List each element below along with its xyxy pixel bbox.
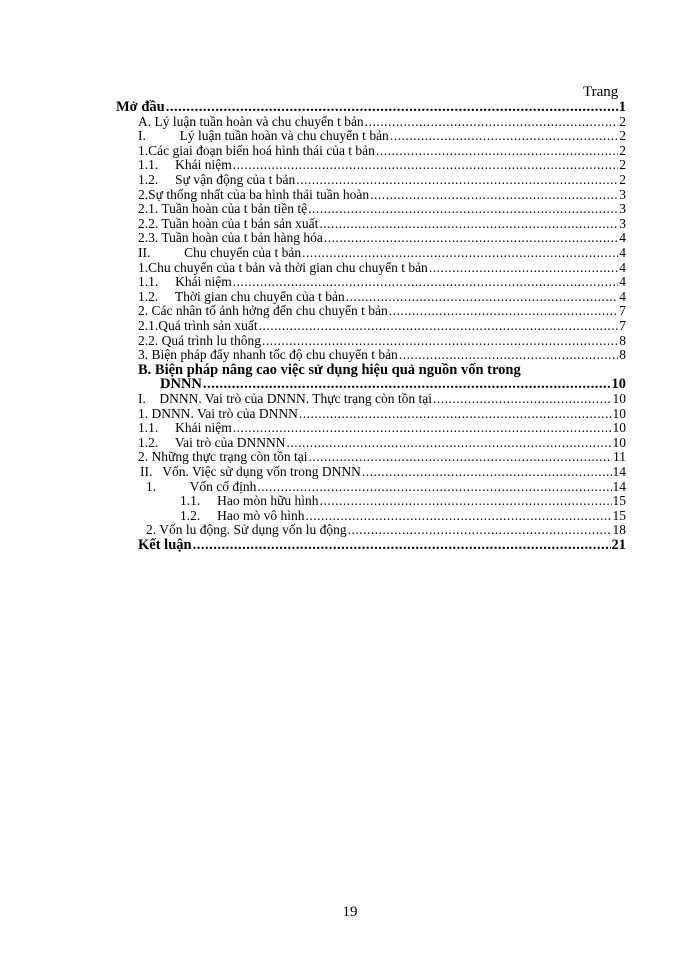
dot-leader <box>306 509 612 524</box>
toc-entry <box>138 392 626 407</box>
dot-leader <box>296 173 618 188</box>
toc-entry-page: 10 <box>612 420 626 436</box>
toc-entry-label: 2.2. Quá trình lu thông <box>138 332 261 348</box>
dot-leader <box>262 334 618 349</box>
toc-entry-page: 7 <box>619 318 626 333</box>
toc-entry-page: 4 <box>619 288 626 304</box>
toc-entry-label: 2. Vốn lu động. Sử dụng vốn lu động <box>146 522 347 538</box>
toc-entry-label: 1. DNNN. Vai trò của DNNN <box>138 405 298 421</box>
toc-entry <box>138 538 626 553</box>
toc-entry <box>138 261 626 276</box>
toc-entry-page: 11 <box>613 449 626 465</box>
toc-entry <box>138 173 626 188</box>
toc-entry-page: 7 <box>619 303 626 319</box>
dot-leader <box>308 202 618 217</box>
toc-entry-page: 2 <box>619 157 626 173</box>
toc-entry <box>138 348 626 363</box>
toc-entry-page: 18 <box>612 522 626 538</box>
dot-leader <box>233 158 619 173</box>
dot-leader <box>308 450 612 465</box>
toc-entry-page: 8 <box>619 332 626 348</box>
toc-entry-label: 1.2. Sự vận động của t bản <box>138 172 296 187</box>
dot-leader <box>346 290 619 305</box>
toc-entry-label: 1.1. Khái niệm <box>138 274 232 290</box>
toc-entry-page: 14 <box>612 464 626 479</box>
trang-column-header: Trang <box>583 84 619 100</box>
toc-entry-label: I. Lý luận tuần hoàn và chu chuyển t bản <box>138 128 389 144</box>
toc-entry <box>138 246 626 261</box>
toc-entry-label: A. Lý luận tuần hoàn và chu chuyển t bản <box>138 113 364 129</box>
toc-entry-label: 1.2. Vai trò của DNNNN <box>138 434 286 450</box>
dot-leader <box>433 392 611 407</box>
dot-leader <box>233 275 619 290</box>
toc-entry-page: 15 <box>612 507 626 523</box>
toc-entry-page: 21 <box>611 537 626 553</box>
toc-entry <box>138 290 626 305</box>
toc-entry-page: 10 <box>612 405 626 421</box>
toc-entry-label: 2.Sự thống nhất của ba hình thái tuần hoàn <box>138 186 370 202</box>
dot-leader <box>324 231 618 246</box>
toc-entry-page: 10 <box>612 391 626 406</box>
toc-entry-page: 14 <box>612 478 626 494</box>
toc-entry-page: 4 <box>619 245 626 260</box>
toc-entry-page: 2 <box>619 113 626 129</box>
toc-entry <box>140 465 626 480</box>
toc-entry-label: 1.1. Khái niệm <box>138 157 232 173</box>
dot-leader <box>203 377 611 392</box>
toc-entry-page: 2 <box>619 142 626 158</box>
toc-entry-label: DNNN <box>160 376 202 393</box>
toc-entry-label: 2. Các nhân tố ảnh hởng đến chu chuyển t bản <box>138 303 388 319</box>
toc-entry <box>138 450 626 465</box>
dot-leader <box>370 188 618 203</box>
toc-entry <box>138 158 626 173</box>
dot-leader <box>390 129 618 144</box>
toc-entry-page: 8 <box>619 347 626 363</box>
dot-leader <box>399 348 618 363</box>
toc-entry-label: 1.2. Hao mò vô hình <box>180 507 305 523</box>
toc-entry-label: 1.1. Khái niệm <box>138 420 232 436</box>
toc-entry-page: 4 <box>619 274 626 290</box>
dot-leader <box>257 480 611 495</box>
toc-entry-label: 1. Vốn cố định <box>146 478 257 494</box>
dot-leader <box>319 217 618 232</box>
toc-entry <box>138 231 626 246</box>
toc-entry-page: 4 <box>619 230 626 246</box>
toc-entry-page: 3 <box>619 201 626 217</box>
toc-entry-label: I. DNNN. Vai trò của DNNN. Thực trạng còn tồn tại <box>138 391 433 406</box>
toc-entry-label: 2.3. Tuần hoàn của t bản hàng hóa <box>138 230 323 246</box>
toc-entry <box>138 407 626 422</box>
dot-leader <box>429 261 618 276</box>
toc-entry-page: 4 <box>619 259 626 275</box>
toc-entry <box>138 217 626 232</box>
toc-entry-label: 1.2. Thời gian chu chuyển của t bản <box>138 288 345 304</box>
toc-entry-page: 10 <box>611 376 626 393</box>
toc-entry <box>160 377 626 392</box>
dot-leader <box>302 246 618 261</box>
dot-leader <box>389 304 619 319</box>
dot-leader <box>365 115 619 130</box>
toc-entry <box>180 494 626 509</box>
dot-leader <box>376 144 618 159</box>
toc-entry <box>138 334 626 349</box>
toc-entry <box>138 275 626 290</box>
toc-entry-label: II. Chu chuyển của t bản <box>138 245 302 260</box>
page-number: 19 <box>342 904 358 920</box>
toc-entry-label: 1.Chu chuyển của t bản và thời gian chu chuyển t bản <box>138 259 428 275</box>
toc-entry <box>138 115 626 130</box>
toc-entry-label: II. Vốn. Việc sử dụng vốn trong DNNN <box>140 464 361 479</box>
toc-entry <box>138 202 626 217</box>
toc-entry-page: 3 <box>619 186 626 202</box>
toc-entry-label: 2.1. Tuần hoàn của t bản tiền tệ <box>138 201 308 217</box>
toc-entry <box>138 436 626 451</box>
toc-entry-label: 3. Biện pháp đẩy nhanh tốc độ chu chuyển t bản <box>138 347 398 363</box>
toc-entry <box>146 523 626 538</box>
toc-entry <box>138 319 626 334</box>
toc-entry-label: 2. Những thực trạng còn tồn tại <box>138 449 308 465</box>
toc-entry-page: 2 <box>619 128 626 144</box>
toc-entry <box>138 304 626 319</box>
toc-entry-label: 1.Các giai đoạn biến hoá hình thái của t bản <box>138 142 375 158</box>
toc-entry-label: 2.1.Quá trình sản xuất <box>138 318 258 333</box>
toc-entry-page: 10 <box>612 434 626 450</box>
toc-entry-label: 1.1. Hao mòn hữu hình <box>180 493 319 509</box>
dot-leader <box>259 319 619 334</box>
dot-leader <box>362 465 612 480</box>
dot-leader <box>320 494 612 509</box>
toc-entry-page: 1 <box>618 99 626 115</box>
toc-entry-label: Mở đầu <box>116 99 165 115</box>
dot-leader <box>299 407 612 422</box>
toc-entry <box>146 480 626 495</box>
toc-entry-label: B. Biện pháp nâng cao việc sử dụng hiệu quả nguồn vốn trong <box>138 361 521 378</box>
toc-entry <box>138 188 626 203</box>
toc-entry-page: 2 <box>619 172 626 187</box>
dot-leader <box>348 523 612 538</box>
toc-entry <box>138 129 626 144</box>
dot-leader <box>286 436 611 451</box>
toc-entry <box>180 509 626 524</box>
dot-leader <box>166 100 618 115</box>
dot-leader <box>193 538 611 553</box>
toc-entry <box>116 100 626 115</box>
toc-entry-label: Kết luận <box>138 537 192 553</box>
toc-entry-page: 15 <box>612 493 626 509</box>
toc-entry-label: 2.2. Tuần hoàn của t bản sản xuất <box>138 215 319 231</box>
toc-entry <box>138 144 626 159</box>
toc-entry <box>138 421 626 436</box>
dot-leader <box>233 421 612 436</box>
toc-entry-page: 3 <box>619 215 626 231</box>
